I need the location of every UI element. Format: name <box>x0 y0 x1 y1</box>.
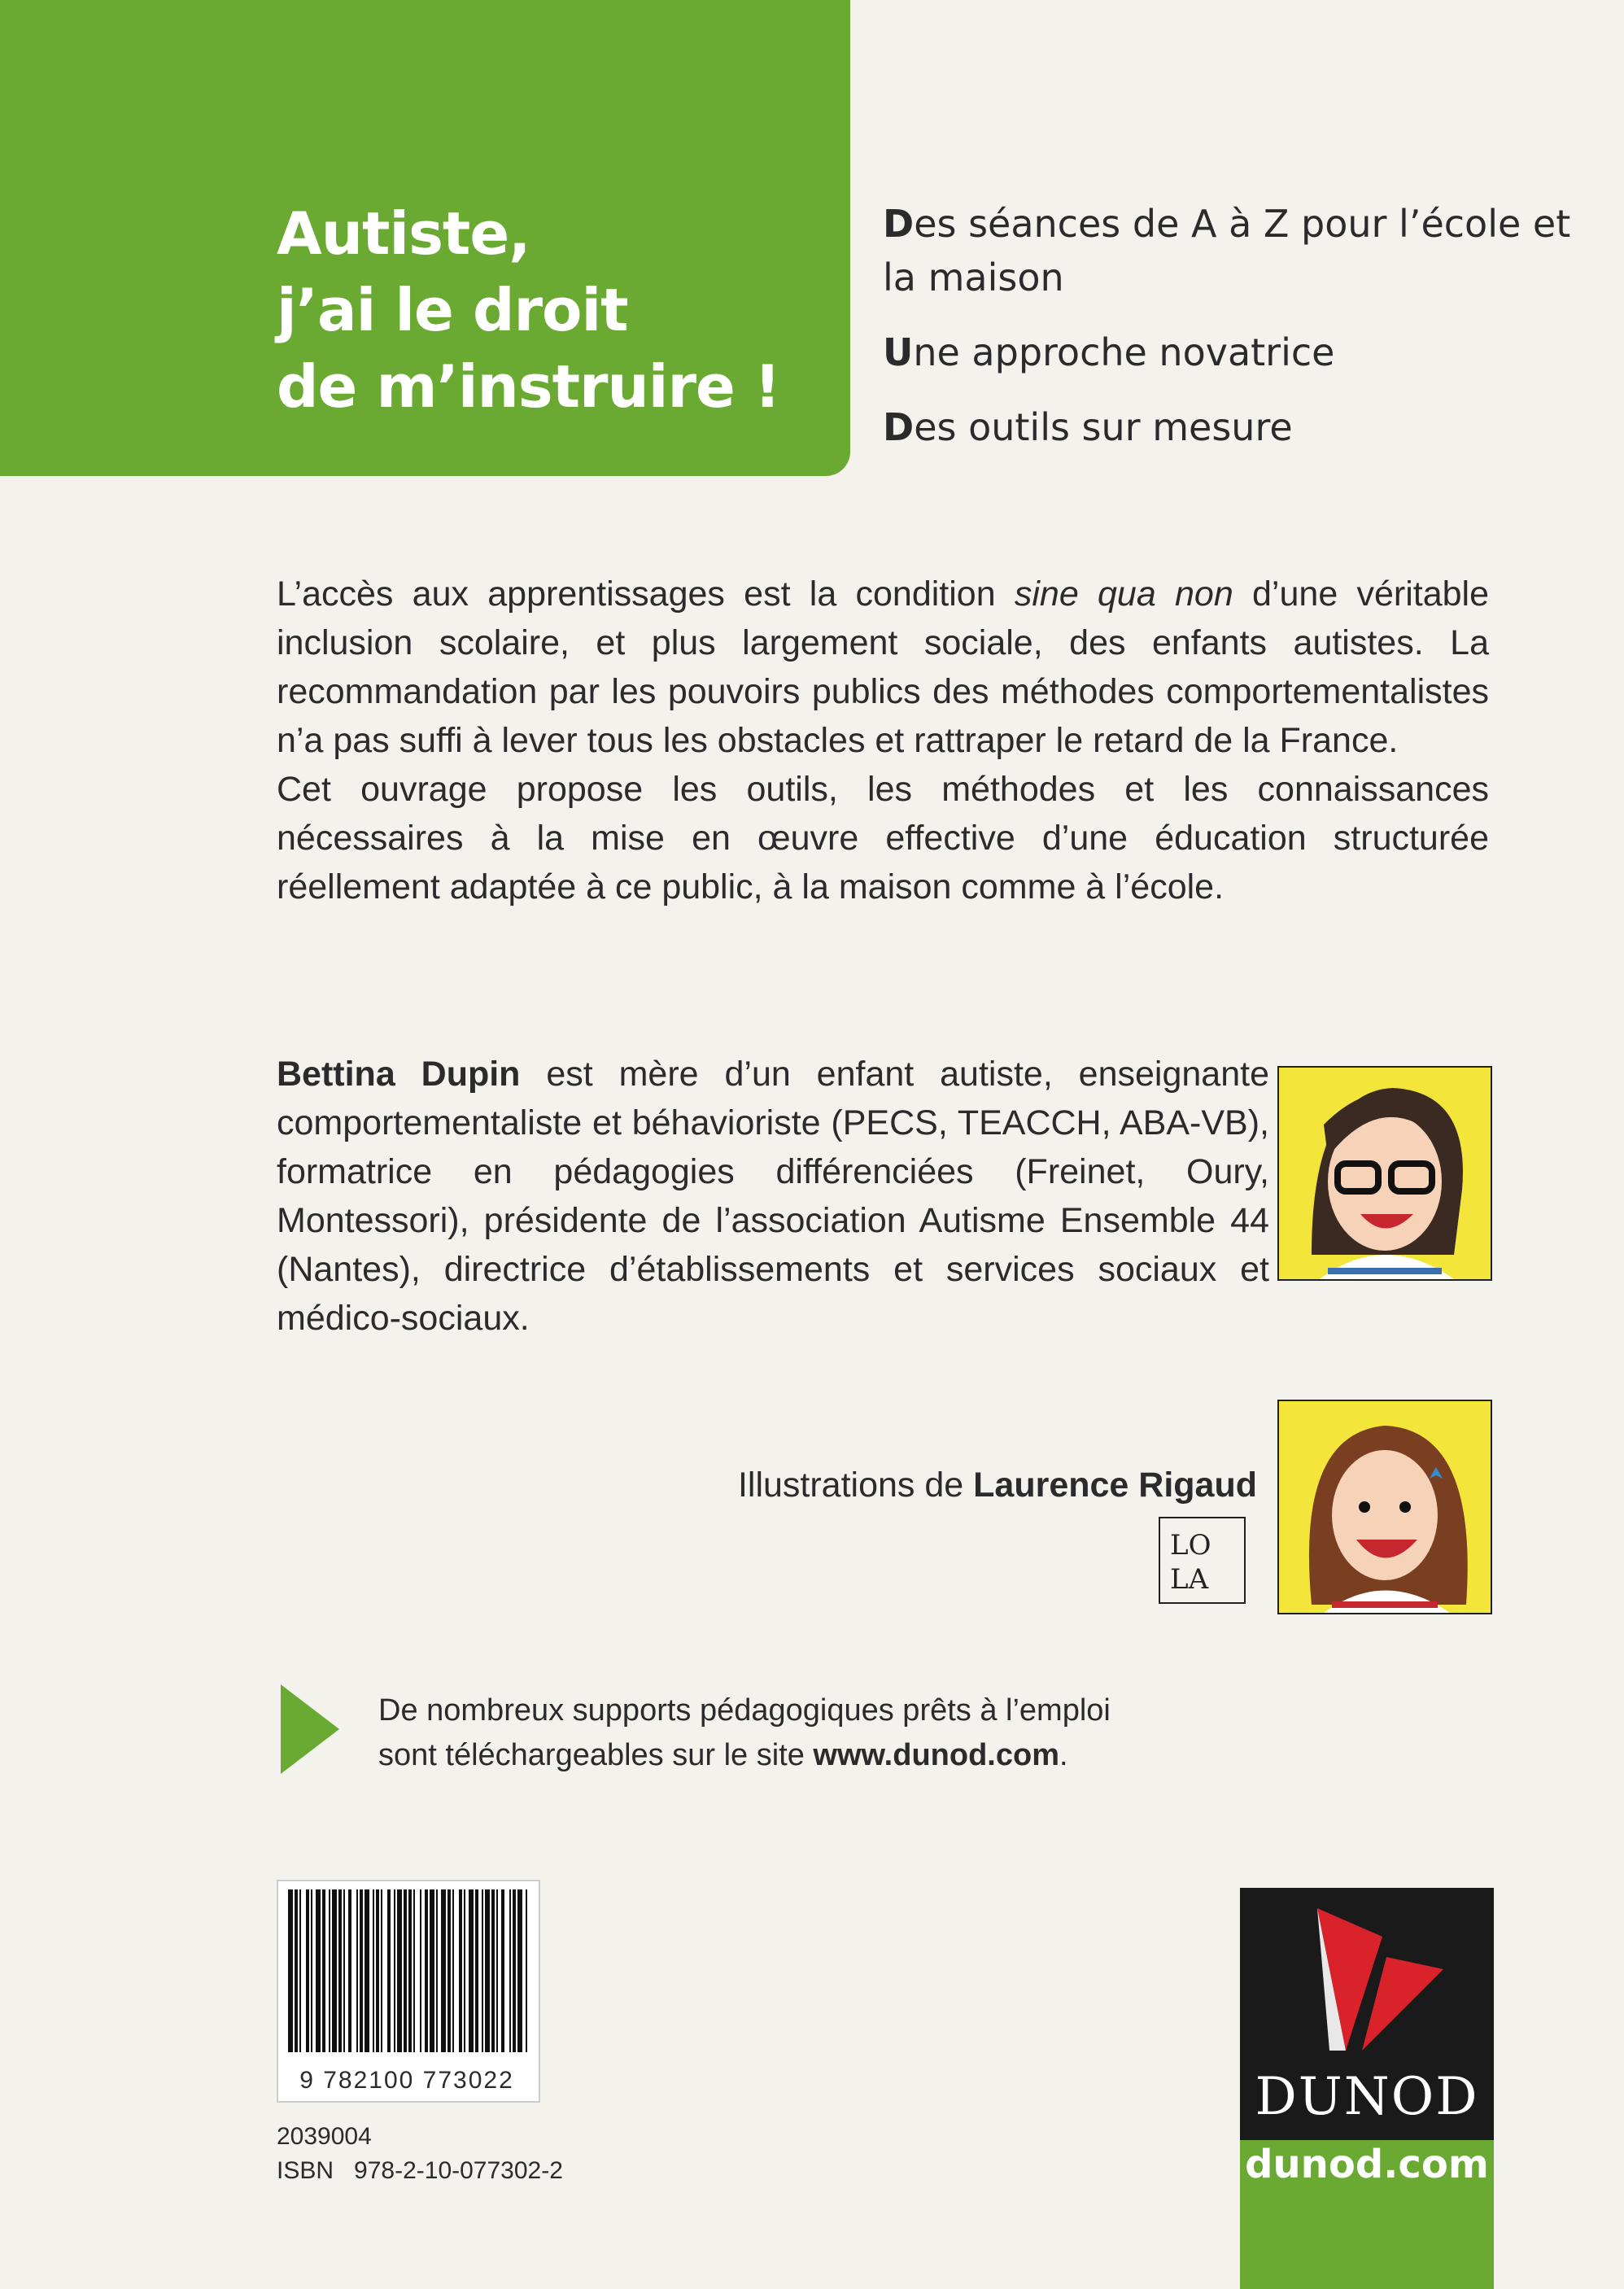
play-arrow-icon <box>281 1684 339 1774</box>
download-line-1: De nombreux supports pédagogiques prêts à l’emploi <box>378 1693 1111 1728</box>
illustrator-credit <box>439 1461 1257 1509</box>
feature-text: es séances de A à Z pour l’école et la maison <box>883 202 1571 299</box>
barcode-bar <box>387 1889 391 2052</box>
barcode-bar <box>397 1889 402 2052</box>
title-line: Autiste, <box>277 199 530 268</box>
summary-paragraph-1 <box>277 570 1489 765</box>
download-note <box>378 1688 1273 1778</box>
isbn-line <box>277 2154 563 2188</box>
feature-list <box>883 197 1599 475</box>
barcode-digits: 9 782100 773022 <box>299 2067 514 2094</box>
author-portrait <box>1277 1066 1492 1281</box>
barcode-bar <box>376 1889 379 2052</box>
feature-initial: U <box>883 330 914 374</box>
download-text: . <box>1059 1738 1068 1772</box>
barcode-bar <box>526 1889 527 2052</box>
title-line: j’ai le droit <box>277 276 628 344</box>
barcode-bar <box>394 1889 395 2052</box>
publisher-name: DUNOD <box>1255 2067 1479 2127</box>
feature-item <box>883 325 1599 379</box>
barcode-bar <box>469 1889 474 2052</box>
barcode-bar <box>464 1889 465 2052</box>
barcode-bar <box>343 1889 345 2052</box>
barcode-bar <box>509 1889 511 2052</box>
barcode-bar <box>288 1889 293 2052</box>
barcode-bar <box>348 1889 351 2052</box>
barcode-bar <box>425 1889 428 2052</box>
barcode-bar <box>475 1889 478 2052</box>
barcode-bar <box>491 1889 495 2052</box>
book-title <box>277 195 830 425</box>
barcode-bar <box>447 1889 451 2052</box>
barcode-bar <box>332 1889 337 2052</box>
publisher-url[interactable]: dunod.com <box>1245 2142 1489 2187</box>
barcode-bar <box>482 1889 483 2052</box>
illustrator-portrait <box>1277 1400 1492 1614</box>
summary-paragraph-2: Cet ouvrage propose les outils, les méthodes et les connaissances nécessaires à la mise en œuvre effective d’une éducation structurée réellement adaptée à ce public, à la maison comme à l’école. <box>277 770 1489 906</box>
barcode-bar <box>441 1889 446 2052</box>
barcode-bar <box>329 1889 330 2052</box>
download-text: sont téléchargeables sur le site <box>378 1738 814 1772</box>
barcode-bar <box>356 1889 358 2052</box>
barcode-bar <box>365 1889 369 2052</box>
feature-initial: D <box>883 202 915 246</box>
barcode-bar <box>517 1889 522 2052</box>
barcode-bar <box>452 1889 454 2052</box>
barcode-bar <box>420 1889 421 2052</box>
summary-text: d’une véritable inclusion scolaire, et plus largement sociale, des enfants autistes. La recommandation par les pouvoirs publics des méthodes comportementalistes n’a pas suffi à lever tous les obstacles et rattraper le retard de la France. <box>277 574 1490 760</box>
barcode-bar <box>381 1889 382 2052</box>
barcode-bar <box>373 1889 374 2052</box>
book-summary <box>277 570 1489 911</box>
svg-text:LA: LA <box>1170 1563 1209 1596</box>
author-description: est mère d’un enfant autiste, enseignante comportementaliste et béhavioriste (PECS, TEACCH, ABA-VB), formatrice en pédagogies différenciées (Freinet, Oury, Montessori), présidente de l’association Autisme Ensemble 44 (Nantes), directrice d’établissements et services sociaux et médico-sociaux. <box>277 1055 1269 1338</box>
summary-italic: sine qua non <box>1014 574 1233 614</box>
barcode-bar <box>408 1889 412 2052</box>
barcode-bar <box>299 1889 301 2052</box>
product-code: 2039004 <box>277 2123 372 2150</box>
barcode-bar <box>501 1889 504 2052</box>
feature-item <box>883 197 1599 304</box>
barcode-bar <box>295 1889 298 2052</box>
feature-text: ne approche novatrice <box>913 330 1335 374</box>
feature-item <box>883 400 1599 454</box>
barcode-bar <box>485 1889 490 2052</box>
barcode-bar <box>430 1889 434 2052</box>
summary-text: L’accès aux apprentissages est la condition <box>277 574 1015 614</box>
download-line-2 <box>378 1733 1273 1778</box>
barcode-bar <box>316 1889 321 2052</box>
isbn-value: 978-2-10-077302-2 <box>354 2157 563 2184</box>
feature-initial: D <box>883 405 915 449</box>
isbn-block <box>277 2120 563 2188</box>
barcode-bar <box>338 1889 342 2052</box>
barcode-bar <box>311 1889 312 2052</box>
illustrator-prefix: Illustrations de <box>737 1466 974 1505</box>
illustrator-signature <box>1155 1514 1249 1607</box>
barcode-bar <box>436 1889 438 2052</box>
barcode-bar <box>306 1889 309 2052</box>
download-url[interactable]: www.dunod.com <box>813 1738 1059 1772</box>
barcode-bar <box>459 1889 462 2052</box>
svg-text:LO: LO <box>1170 1529 1211 1562</box>
barcode-bar <box>513 1889 516 2052</box>
dunod-mark-icon <box>1240 1888 1494 2067</box>
feature-text: es outils sur mesure <box>914 405 1293 449</box>
barcode-bar <box>360 1889 363 2052</box>
barcode-bar <box>322 1889 325 2052</box>
barcode-bar <box>413 1889 415 2052</box>
author-bio <box>277 1050 1269 1343</box>
illustrator-name: Laurence Rigaud <box>973 1466 1257 1505</box>
isbn-label: ISBN <box>277 2157 334 2184</box>
author-name: Bettina Dupin <box>277 1055 521 1094</box>
barcode-bar <box>496 1889 498 2052</box>
title-line: de m’instruire ! <box>277 352 780 421</box>
barcode-bar <box>404 1889 407 2052</box>
